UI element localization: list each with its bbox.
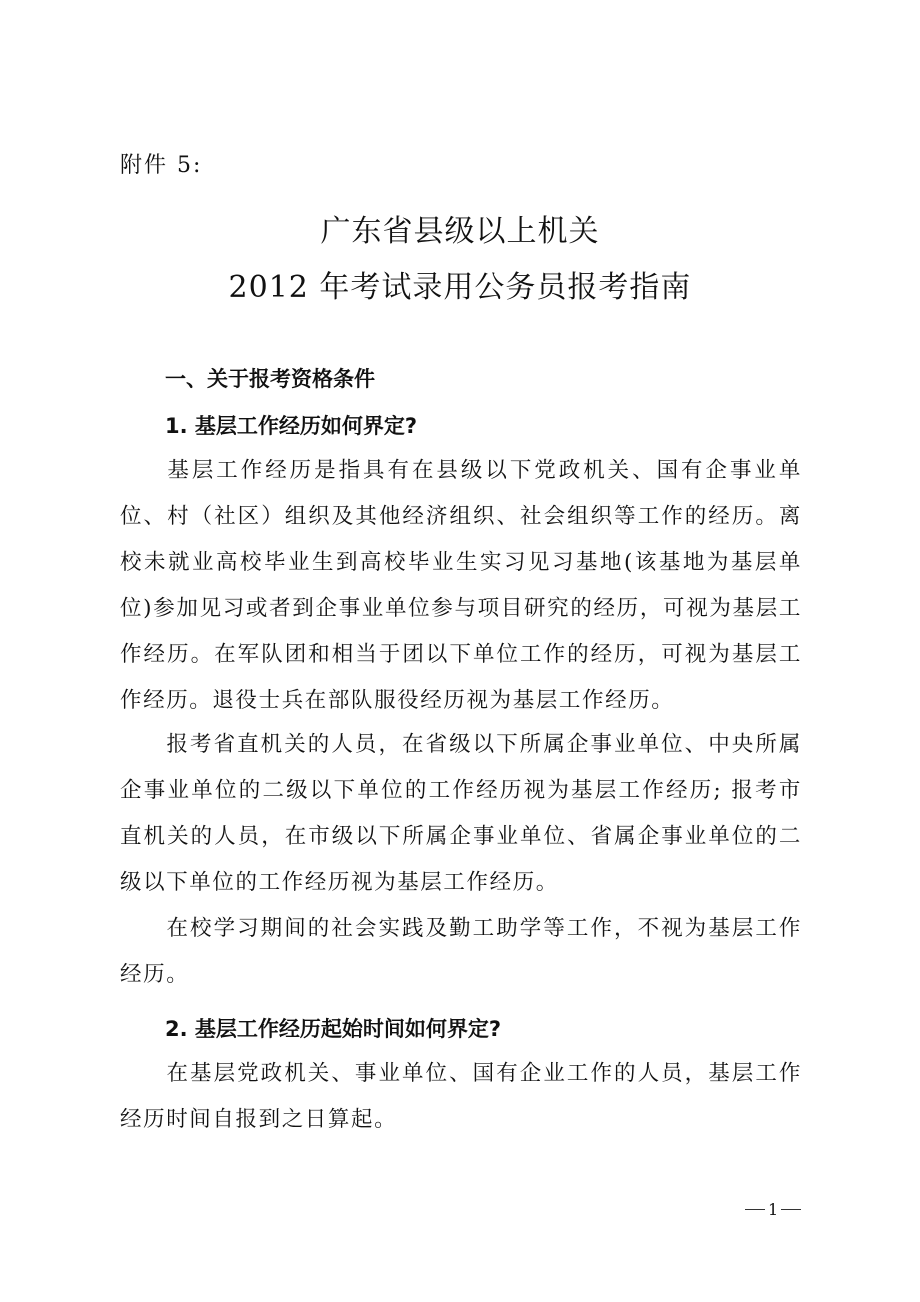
paragraph-4-text: 在基层党政机关、事业单位、国有企业工作的人员，基层工作经历时间自报到之日算起。 — [120, 1061, 802, 1132]
paragraph-2 — [120, 722, 802, 906]
paragraph-3-text: 在校学习期间的社会实践及勤工助学等工作，不视为基层工作经历。 — [120, 916, 802, 987]
question-heading-2: 2. 基层工作经历起始时间如何界定? — [165, 1017, 502, 1041]
paragraph-1-text: 基层工作经历是指具有在县级以下党政机关、国有企事业单位、村（社区）组织及其他经济组织、社会组织等工作的经历。离校未就业高校毕业生到高校毕业生实习见习基地(该基地为基层单位)参加见习或者到企事业单位参与项目研究的经历，可视为基层工作经历。在军队团和相当于团以下单位工作的经历，可视为基层工作经历。退役士兵在部队服役经历视为基层工作经历。 — [120, 458, 802, 713]
page-number-value: 1 — [768, 1200, 779, 1219]
section-heading: 一、关于报考资格条件 — [165, 367, 375, 391]
page-number-dash-left — [745, 1209, 765, 1210]
attachment-label: 附件 5: — [120, 153, 203, 178]
paragraph-3 — [120, 906, 802, 998]
question-heading-1: 1. 基层工作经历如何界定? — [165, 414, 418, 438]
document-title-line1: 广东省县级以上机关 — [320, 214, 600, 249]
page-number-dash-right — [781, 1209, 801, 1210]
paragraph-1 — [120, 448, 802, 724]
document-title-line2: 2012 年考试录用公务员报考指南 — [228, 270, 692, 305]
paragraph-2-text: 报考省直机关的人员，在省级以下所属企事业单位、中央所属企事业单位的二级以下单位的工作经历视为基层工作经历; 报考市直机关的人员，在市级以下所属企事业单位、省属企事业单位的二级以下单位的工作经历视为基层工作经历。 — [120, 732, 802, 895]
page-number — [745, 1200, 801, 1219]
paragraph-4 — [120, 1051, 802, 1143]
